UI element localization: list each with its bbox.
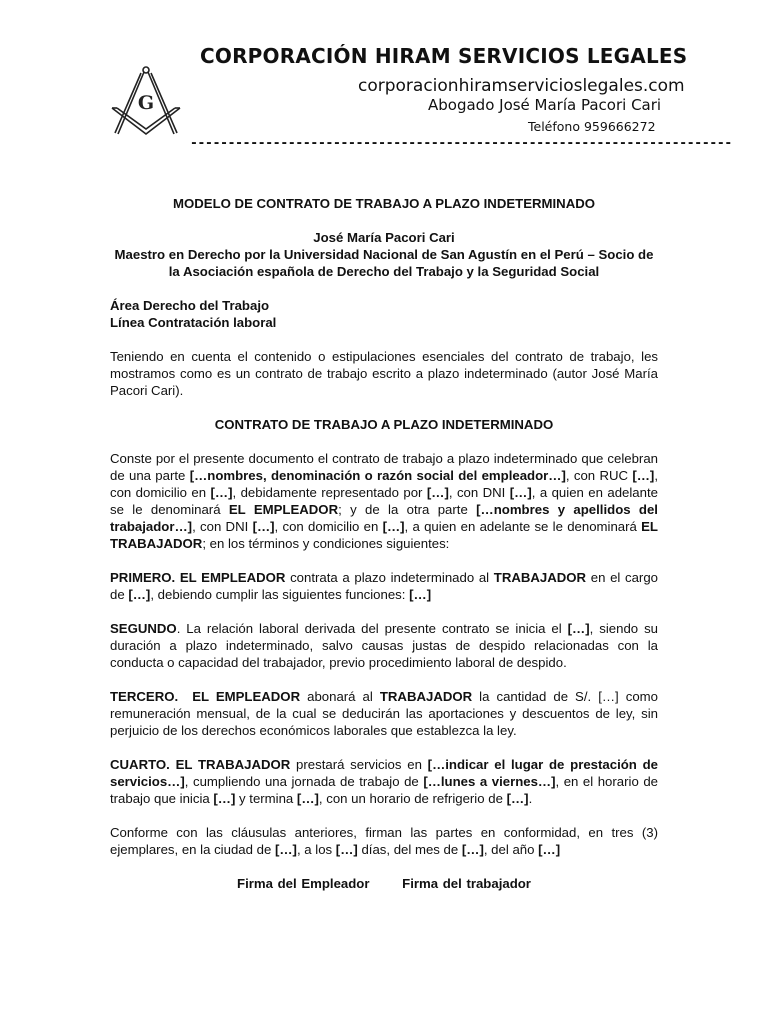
contract-title: CONTRATO DE TRABAJO A PLAZO INDETERMINADO [214, 417, 554, 432]
employer-signature-label: Firma del Empleador [237, 876, 370, 891]
lawyer-name: Abogado José María Pacori Cari [428, 96, 662, 114]
clause-segundo: SEGUNDO. La relación laboral derivada del presente contrato se inicia el […], siendo su duración a plazo indeterminado, salvo causas justas de despido relacionadas con la conducta o capacidad del trabajador, previo procedimiento laboral de despido. [110, 621, 658, 670]
document-body [110, 195, 658, 892]
area-label: Área Derecho del Trabajo [110, 298, 270, 313]
signature-line [110, 875, 658, 892]
parties-paragraph: Conste por el presente documento el contrato de trabajo a plazo indeterminado que celebran de una parte […nombres, denominación o razón social del empleador…], con RUC […], con domicilio en […], debidamente representado por […], con DNI […], a quien en adelante se le denominará EL EMPLEADOR; y de la otra parte […nombres y apellidos del trabajador…], con DNI […], con domicilio en […], a quien en adelante se le denominará EL TRABAJADOR; en los términos y condiciones siguientes: [110, 451, 658, 551]
clause-primero: PRIMERO. EL EMPLEADOR contrata a plazo indeterminado al TRABAJADOR en el cargo de […], debiendo cumplir las siguientes funciones: […] [110, 570, 658, 602]
clause-cuarto: CUARTO. EL TRABAJADOR prestará servicios en […indicar el lugar de prestación de servicios…], cumpliendo una jornada de trabajo de […lunes a viernes…], en el horario de trabajo que inicia […] y termina […], con un horario de refrigerio de […]. [110, 757, 658, 806]
phone-number: Teléfono 959666272 [528, 119, 656, 134]
company-website: corporacionhiramservicioslegales.com [358, 76, 685, 96]
logo-letter: G [137, 92, 155, 114]
worker-signature-label: Firma del trabajador [402, 876, 531, 891]
line-label: Línea Contratación laboral [110, 315, 277, 330]
author-name: José María Pacori Cari [313, 230, 455, 245]
model-title: MODELO DE CONTRATO DE TRABAJO A PLAZO INDETERMINADO [173, 196, 595, 211]
clause-tercero: TERCERO. EL EMPLEADOR abonará al TRABAJADOR la cantidad de S/. […] como remuneración mensual, de la cual se deducirán las aportaciones y descuentos de ley, sin perjuicio de los derechos económicos laborales que establezca la ley. [110, 689, 658, 738]
author-credentials: Maestro en Derecho por la Universidad Nacional de San Agustín en el Perú – Socio de la Asociación española de Derecho del Trabajo y la Seguridad Social [114, 247, 654, 279]
company-name: CORPORACIÓN HIRAM SERVICIOS LEGALES [200, 44, 688, 68]
intro-paragraph: Teniendo en cuenta el contenido o estipulaciones esenciales del contrato de trabajo, les mostramos como es un contrato de trabajo escrito a plazo indeterminado (autor José María Pacori Cari). [110, 349, 658, 398]
dashed-rule: ------------------------------------------------------------------------ [190, 136, 732, 151]
closing-paragraph: Conforme con las cláusulas anteriores, firman las partes en conformidad, en tres (3) ejemplares, en la ciudad de […], a los […] días, del mes de […], del año […] [110, 825, 658, 857]
masonic-square-compass-logo [106, 62, 186, 138]
